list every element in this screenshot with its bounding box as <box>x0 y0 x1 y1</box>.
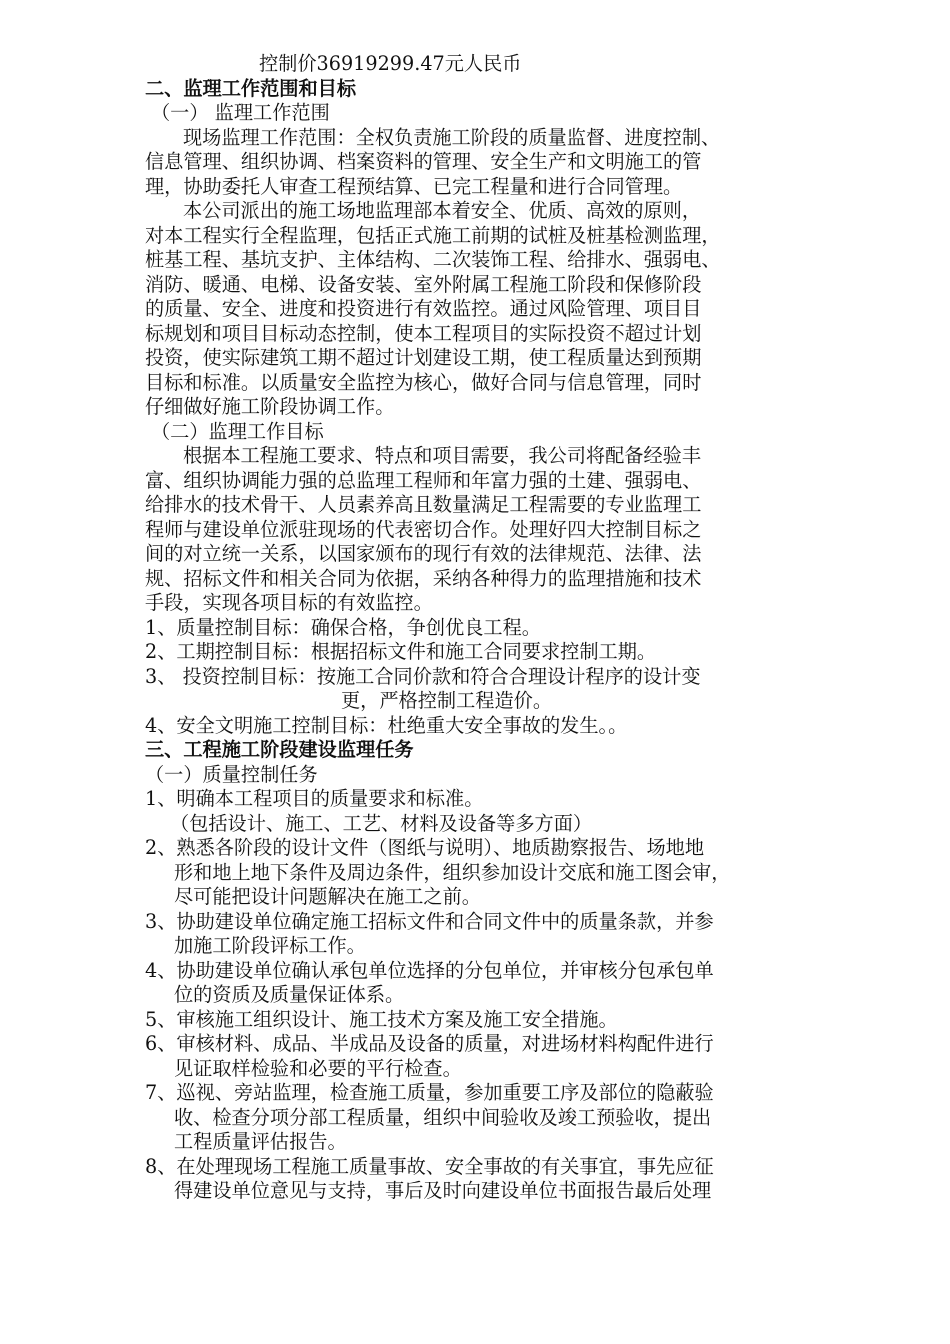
task-item-continuation: 加施工阶段评标工作。 <box>174 934 366 957</box>
task-item-continuation: 收、检查分项分部工程质量，组织中间验收及竣工预验收，提出 <box>174 1105 712 1129</box>
control-price-line: 控制价36919299.47元人民币 <box>259 52 522 75</box>
task-item: 3、协助建设单位确定施工招标文件和合同文件中的质量条款，并参 <box>145 909 714 933</box>
paragraph-line: 的质量、安全、进度和投资进行有效监控。通过风险管理、项目目 <box>145 297 702 320</box>
document-page <box>145 52 817 1204</box>
goal-paragraph <box>145 444 817 616</box>
section-3-heading: 三、工程施工阶段建设监理任务 <box>145 738 414 761</box>
task-item: 2、熟悉各阶段的设计文件（图纸与说明）、地质勘察报告、场地地 <box>145 836 705 859</box>
task-item: 6、审核材料、成品、半成品及设备的质量，对进场材料构配件进行 <box>145 1032 714 1055</box>
task-item: 8、在处理现场工程施工质量事故、安全事故的有关事宜，事先应征 <box>145 1154 714 1178</box>
paragraph-line: 现场监理工作范围：全权负责施工阶段的质量监督、进度控制、 <box>183 125 721 149</box>
scope-paragraph <box>145 126 817 200</box>
task-item-continuation: 位的资质及质量保证体系。 <box>174 983 405 1006</box>
section-3-sub1-title: （一）质量控制任务 <box>145 762 318 786</box>
paragraph-line: 根据本工程施工要求、特点和项目需要，我公司将配备经验丰 <box>183 444 702 467</box>
task-item-continuation: 见证取样检验和必要的平行检查。 <box>174 1056 462 1080</box>
task-item: 4、协助建设单位确认承包单位选择的分包单位，并审核分包承包单 <box>145 958 714 982</box>
section-2-sub1-title: （一） 监理工作范围 <box>151 101 330 124</box>
task-item-continuation: 工程质量评估报告。 <box>174 1130 347 1153</box>
paragraph-line: 信息管理、组织协调、档案资料的管理、安全生产和文明施工的管 <box>145 150 702 173</box>
paragraph-line: 富、组织协调能力强的总监理工程师和年富力强的土建、强弱电、 <box>145 468 702 492</box>
paragraph-line: 规、招标文件和相关合同为依据，采纳各种得力的监理措施和技术 <box>145 566 702 590</box>
paragraph-line: 标规划和项目目标动态控制，使本工程项目的实际投资不超过计划 <box>145 321 702 345</box>
paragraph-line: 消防、暖通、电梯、设备安装、室外附属工程施工阶段和保修阶段 <box>145 272 702 296</box>
paragraph-line: 对本工程实行全程监理，包括正式施工前期的试桩及桩基检测监理， <box>145 223 721 247</box>
paragraph-line: 间的对立统一关系，以国家颁布的现行有效的法律规范、法律、法 <box>145 542 702 565</box>
quality-task-list <box>145 787 817 1204</box>
paragraph-line: 目标和标准。以质量安全监控为核心，做好合同与信息管理，同时 <box>145 370 702 394</box>
goal-item: 4、安全文明施工控制目标：杜绝重大安全事故的发生。。 <box>145 713 628 737</box>
task-item: 5、审核施工组织设计、施工技术方案及施工安全措施。 <box>145 1007 618 1031</box>
paragraph-line: 给排水的技术骨干、人员素养高且数量满足工程需要的专业监理工 <box>145 493 702 516</box>
goal-item: 2、工期控制目标：根据招标文件和施工合同要求控制工期。 <box>145 640 657 663</box>
task-item-continuation: 形和地上地下条件及周边条件，组织参加设计交底和施工图会审， <box>174 860 731 884</box>
goal-item-continuation: 更，严格控制工程造价。 <box>341 689 553 712</box>
goal-item: 3、 投资控制目标：按施工合同价款和符合合理设计程序的设计变 <box>145 664 701 688</box>
paragraph-line: 程师与建设单位派驻现场的代表密切合作。处理好四大控制目标之 <box>145 517 702 541</box>
paragraph-line: 本公司派出的施工场地监理部本着安全、优质、高效的原则， <box>183 199 702 222</box>
paragraph-line: 手段，实现各项目标的有效监控。 <box>145 591 433 614</box>
goal-list <box>145 616 817 739</box>
paragraph-line: 桩基工程、基坑支护、主体结构、二次装饰工程、给排水、强弱电、 <box>145 248 721 271</box>
goal-item: 1、质量控制目标：确保合格，争创优良工程。 <box>145 615 541 639</box>
paragraph-line: 理，协助委托人审查工程预结算、已完工程量和进行合同管理。 <box>145 174 683 198</box>
task-item: 7、巡视、旁站监理，检查施工质量，参加重要工序及部位的隐蔽验 <box>145 1081 714 1104</box>
paragraph-line: 仔细做好施工阶段协调工作。 <box>145 395 395 418</box>
paragraph-line: 投资，使实际建筑工期不超过计划建设工期，使工程质量达到预期 <box>145 346 702 369</box>
task-item-continuation: 尽可能把设计问题解决在施工之前。 <box>174 885 481 908</box>
task-item: 1、明确本工程项目的质量要求和标准。 <box>145 787 484 810</box>
task-item-continuation: （包括设计、施工、工艺、材料及设备等多方面） <box>170 811 593 835</box>
task-item-continuation: 得建设单位意见与支持，事后及时向建设单位书面报告最后处理 <box>174 1179 712 1202</box>
section-2-heading: 二、监理工作范围和目标 <box>145 76 357 100</box>
section-2-sub2-title: （二）监理工作目标 <box>151 419 324 443</box>
company-paragraph <box>145 199 817 420</box>
